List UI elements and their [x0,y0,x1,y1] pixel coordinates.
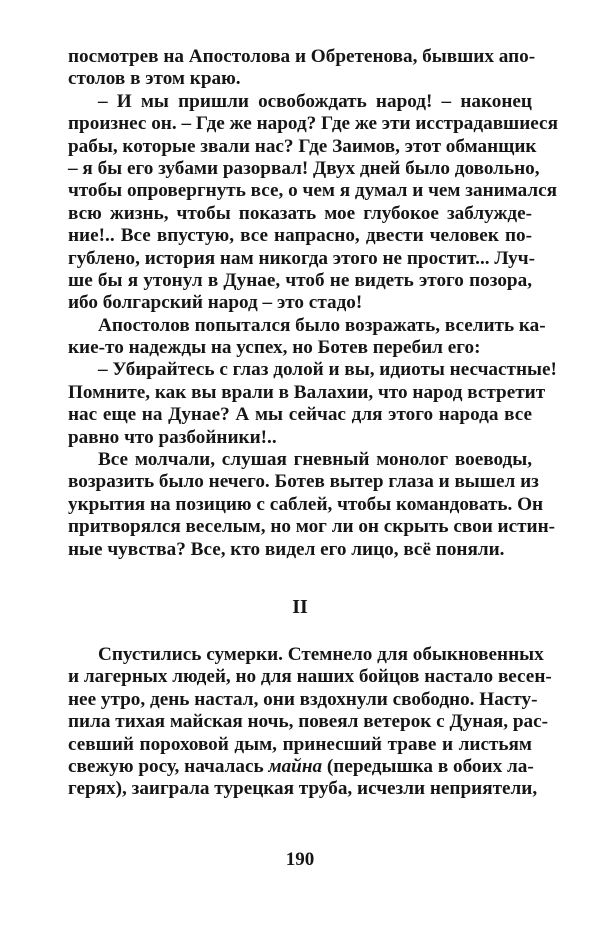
text-line: равно что разбойники!.. [68,426,277,448]
text-line: севший пороховой дым, принесший траве и листьям [68,733,532,755]
text-line: ше бы я утонул в Дунае, чтоб не видеть этого позора, [68,269,532,291]
paragraph [68,46,536,91]
page-number: 190 [285,849,315,870]
chapter-heading: II [292,596,308,618]
paragraph [68,449,556,561]
section-1 [68,46,558,561]
text-line: кие-то надежды на успех, но Ботев перебил его: [68,337,481,359]
section-2 [68,644,552,801]
text-line: гублено, история нам никогда этого не простит... Луч- [68,247,535,269]
text-line [68,756,532,778]
text-line: рабы, которые звали нас? Где Заимов, этот обманщик [68,135,537,157]
text-line: Помните, как вы врали в Валахии, что народ встретит [68,381,546,403]
text-line: герях), заиграла турецкая труба, исчезли неприятели, [68,778,538,800]
paragraph [68,314,546,360]
text-line: – я бы его зубами разорвал! Двух дней было довольно, [68,157,540,179]
text-line: ние!.. Все впустую, все напрасно, двести человек по- [68,225,532,247]
text-line: – Убирайтесь с глаз долой и вы, идиоты несчастные! [98,359,557,381]
text-line: столов в этом краю. [68,68,241,90]
text-line: всю жизнь, чтобы показать мое глубокое заблужде- [68,202,532,224]
text-segment: свежую росу, началась [68,755,269,777]
text-line: укрытия на позицию с саблей, чтобы командовать. Он [68,493,544,515]
text-line: – И мы пришли освобождать народ! – наконец [98,90,532,112]
text-line: Апостолов попытался было возражать, вселить ка- [98,314,546,336]
paragraph [68,644,552,801]
text-line: пила тихая майская ночь, повеял ветерок с Дуная, рас- [68,711,549,733]
text-line: произнес он. – Где же народ? Где же эти исстрадавшиеся [68,113,558,135]
paragraph [68,359,557,449]
text-line: ибо болгарский народ – это стадо! [68,292,363,314]
paragraph [68,90,558,315]
text-line: чтобы опровергнуть все, о чем я думал и чем занимался [68,180,558,202]
text-line: Спустились сумерки. Стемнело для обыкновенных [98,644,544,665]
text-segment: (передышка в обоих ла- [322,755,534,777]
text-line: притворялся веселым, но мог ли он скрыть свои истин- [68,516,556,538]
text-line: Все молчали, слушая гневный монолог воеводы, [98,449,532,471]
text-line: нас еще на Дунае? А мы сейчас для этого народа все [68,404,532,426]
italic-term: майна [268,755,323,777]
text-line: и лагерных людей, но для наших бойцов настало весен- [68,666,552,688]
text-line: нее утро, день настал, они вздохнули свободно. Насту- [68,688,538,710]
text-line: возразить было нечего. Ботев вытер глаза и вышел из [68,471,539,493]
text-line: ные чувства? Все, кто видел его лицо, всё поняли. [68,538,505,560]
text-line: посмотрев на Апостолова и Обретенова, бывших апо- [68,46,536,67]
